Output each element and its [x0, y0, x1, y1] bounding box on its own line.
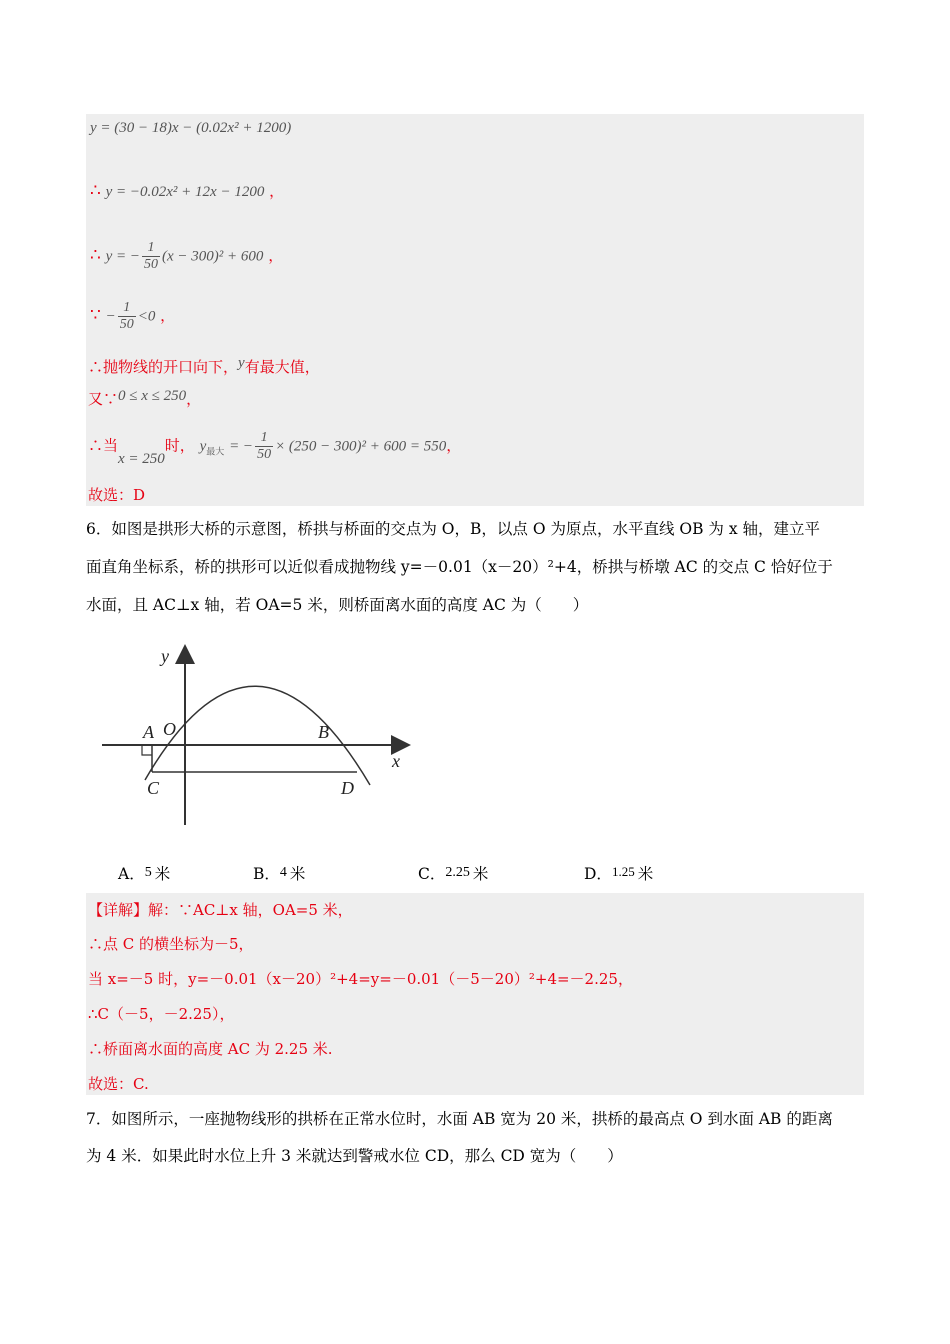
question-6-line-1: 6．如图是拱形大桥的示意图，桥拱与桥面的交点为 O，B，以点 O 为原点，水平直线 OB 为 x 轴，建立平 — [86, 520, 820, 538]
text: ∴当 — [88, 436, 119, 455]
option-value: 2.25 — [445, 865, 470, 880]
fraction: $\frac{1}{50}$ — [144, 240, 159, 272]
option-value: 5 — [144, 865, 152, 880]
equation-prefix: − — [105, 308, 116, 325]
question-6-line-3: 水面，且 AC⊥x 轴，若 OA=5 米，则桥面离水面的高度 AC 为（ ） — [86, 596, 589, 614]
bridge-arch-parabola — [145, 686, 370, 785]
option-unit: 米 — [637, 865, 654, 883]
option-letter: A． — [118, 865, 145, 883]
variable-y: y — [199, 438, 207, 455]
text: 又∵ — [88, 390, 119, 408]
therefore-symbol: ∴ — [90, 245, 101, 266]
fraction: $\frac{1}{50}$ — [119, 300, 134, 332]
question-7-line-1: 7．如图所示，一座抛物线形的拱桥在正常水位时，水面 AB 宽为 20 米，拱桥的最高点 O 到水面 AB 的距离 — [86, 1110, 833, 1128]
label-c: C — [147, 778, 160, 798]
comma: ， — [268, 246, 284, 265]
solution-6-line-3: 当 x=－5 时，y=－0.01（x－20）²+4=y=－0.01（－5－20）²+4=－2.25， — [88, 970, 633, 988]
solution-5-answer: 故选：D — [88, 486, 146, 504]
solution-5-line-6 — [88, 388, 201, 409]
solution-6-line-5: ∴桥面离水面的高度 AC 为 2.25 米. — [88, 1040, 333, 1058]
option-letter: C． — [418, 865, 446, 883]
solution-6-line-4: ∴C（－5，－2.25）， — [88, 1005, 235, 1023]
question-7-line-2: 为 4 米．如果此时水位上升 3 米就达到警戒水位 CD，那么 CD 宽为（ ） — [86, 1147, 623, 1165]
text: ∴抛物线的开口向下， — [88, 358, 239, 376]
inequality: 0 ≤ x ≤ 250 — [118, 388, 187, 404]
solution-5-line-5 — [88, 356, 320, 377]
solution-6-line-2: ∴点 C 的横坐标为－5， — [88, 935, 254, 953]
label-y: y — [161, 646, 169, 666]
because-symbol: ∵ — [90, 305, 101, 326]
right-angle-mark — [142, 745, 152, 755]
solution-5-line-2 — [90, 180, 284, 201]
solution-6-answer: 故选：C. — [88, 1075, 149, 1093]
option-b[interactable] — [253, 862, 305, 884]
fraction: $\frac{1}{50}$ — [257, 430, 272, 462]
therefore-symbol: ∴ — [90, 181, 101, 201]
equation-suffix: (x − 300)² + 600 — [162, 248, 264, 265]
option-letter: B． — [253, 865, 280, 883]
comma: ， — [446, 436, 462, 455]
comma: ， — [160, 306, 176, 325]
equation-suffix: <0 — [137, 308, 156, 325]
equation-prefix: = − — [229, 438, 254, 455]
solution-5-line-3 — [90, 240, 283, 273]
option-letter: D． — [584, 865, 612, 883]
variable: y — [238, 355, 245, 371]
option-value: 4 — [279, 865, 287, 880]
text: 时， — [164, 436, 195, 455]
label-o: O — [163, 719, 176, 739]
label-a: A — [143, 722, 154, 742]
text: 有最大值， — [244, 358, 320, 376]
equation: y = −0.02x² + 12x − 1200 — [105, 184, 265, 200]
option-unit: 米 — [289, 865, 306, 883]
option-a[interactable] — [118, 862, 170, 884]
bridge-diagram — [95, 640, 425, 835]
option-unit: 米 — [472, 865, 489, 883]
option-unit: 米 — [154, 865, 171, 883]
comma: ， — [269, 182, 285, 200]
label-d: D — [341, 778, 354, 798]
solution-5-line-4 — [90, 300, 175, 333]
solution-5-line-7 — [88, 430, 462, 467]
solution-6-panel — [86, 893, 864, 1095]
solution-5-line-1: y = (30 − 18)x − (0.02x² + 1200) — [90, 120, 292, 136]
option-c[interactable] — [418, 862, 488, 884]
label-x: x — [392, 751, 400, 771]
equation-prefix: y = − — [105, 248, 141, 265]
comma: ， — [186, 390, 202, 408]
solution-6-line-1: 【详解】解：∵AC⊥x 轴，OA=5 米， — [88, 901, 353, 919]
option-d[interactable] — [584, 862, 653, 884]
question-6-line-2: 面直角坐标系，桥的拱形可以近似看成抛物线 y=－0.01（x－20）²+4，桥拱与桥墩 AC 的交点 C 恰好位于 — [86, 558, 833, 576]
condition: x = 250 — [118, 450, 165, 467]
label-b: B — [318, 722, 329, 742]
subscript-max: 最大 — [206, 446, 225, 457]
equation-suffix: × (250 − 300)² + 600 = 550 — [275, 438, 447, 455]
option-value: 1.25 — [611, 864, 635, 879]
